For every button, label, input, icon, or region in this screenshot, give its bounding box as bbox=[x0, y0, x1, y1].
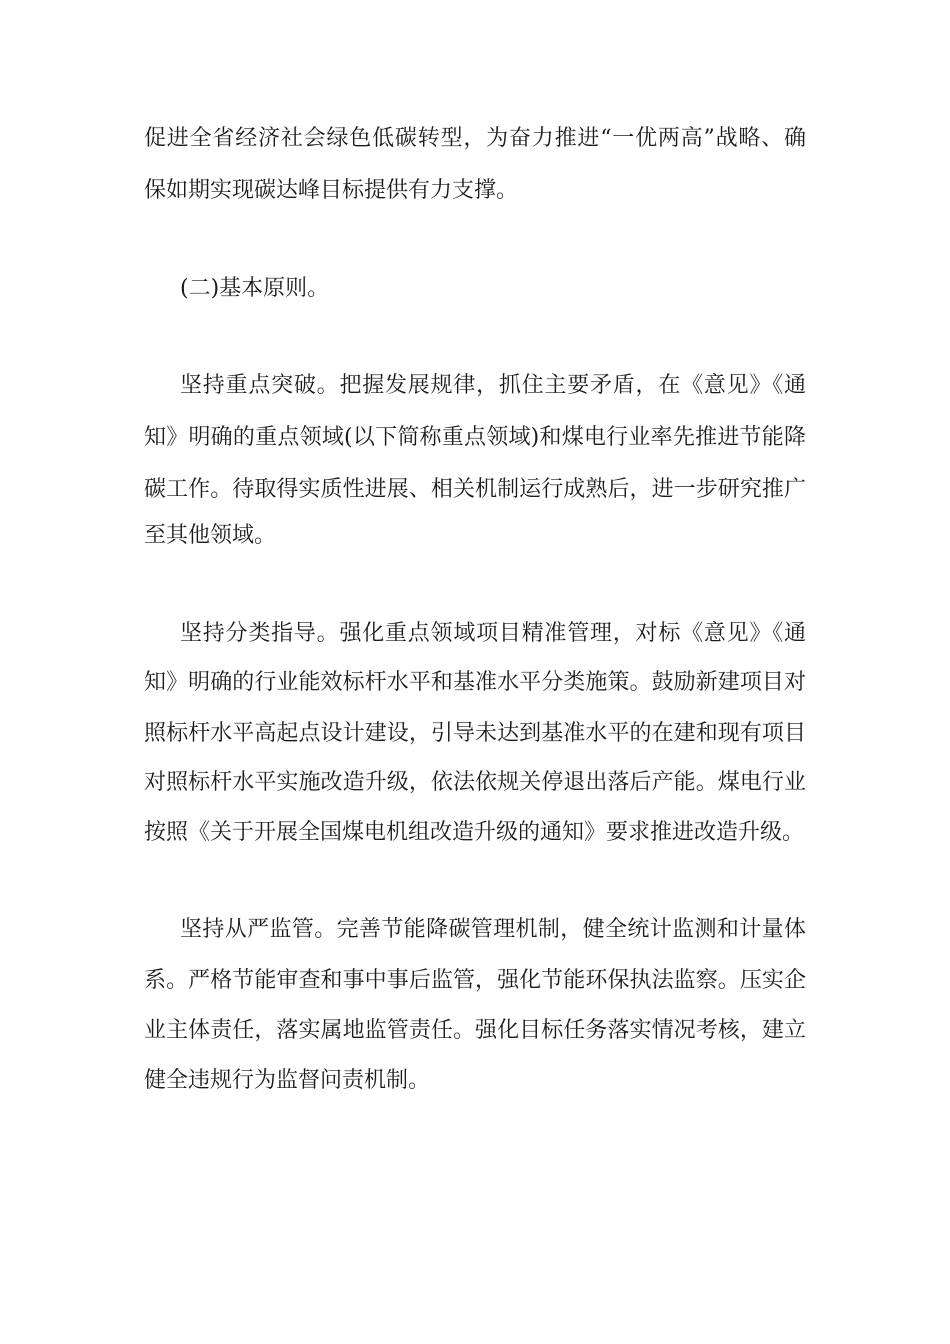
paragraph-1-line-3: 碳工作。待取得实质性进展、相关机制运行成熟后，进一步研究推广 bbox=[144, 477, 806, 502]
paragraph-2-line-5: 按照《关于开展全国煤电机组改造升级的通知》要求推进改造升级。 bbox=[144, 820, 805, 845]
section-heading: (二)基本原则。 bbox=[180, 276, 330, 301]
paragraph-3-line-3: 业主体责任，落实属地监管责任。强化目标任务落实情况考核，建立 bbox=[144, 1018, 806, 1043]
paragraph-2-line-3: 照标杆水平高起点设计建设，引导未达到基准水平的在建和现有项目 bbox=[144, 721, 806, 746]
paragraph-2-line-2: 知》明确的行业能效标杆水平和基准水平分类施策。鼓励新建项目对 bbox=[144, 670, 806, 695]
intro-line-1: 促进全省经济社会绿色低碳转型，为奋力推进“一优两高”战略、确 bbox=[144, 126, 806, 151]
paragraph-1-line-2: 知》明确的重点领域(以下简称重点领域)和煤电行业率先推进节能降 bbox=[144, 425, 806, 450]
paragraph-3-line-4: 健全违规行为监督问责机制。 bbox=[144, 1068, 431, 1093]
paragraph-2-line-1: 坚持分类指导。强化重点领域项目精准管理，对标《意见》《通 bbox=[180, 621, 806, 646]
paragraph-3-line-1: 坚持从严监管。完善节能降碳管理机制，健全统计监测和计量体 bbox=[180, 917, 806, 942]
paragraph-1-line-1: 坚持重点突破。把握发展规律，抓住主要矛盾，在《意见》《通 bbox=[180, 373, 806, 398]
paragraph-2-line-4: 对照标杆水平实施改造升级，依法依规关停退出落后产能。煤电行业 bbox=[144, 770, 806, 795]
intro-line-2: 保如期实现碳达峰目标提供有力支撑。 bbox=[144, 178, 519, 203]
paragraph-3-line-2: 系。严格节能审查和事中事后监管，强化节能环保执法监察。压实企 bbox=[144, 968, 806, 993]
paragraph-1-line-4: 至其他领域。 bbox=[144, 523, 277, 548]
